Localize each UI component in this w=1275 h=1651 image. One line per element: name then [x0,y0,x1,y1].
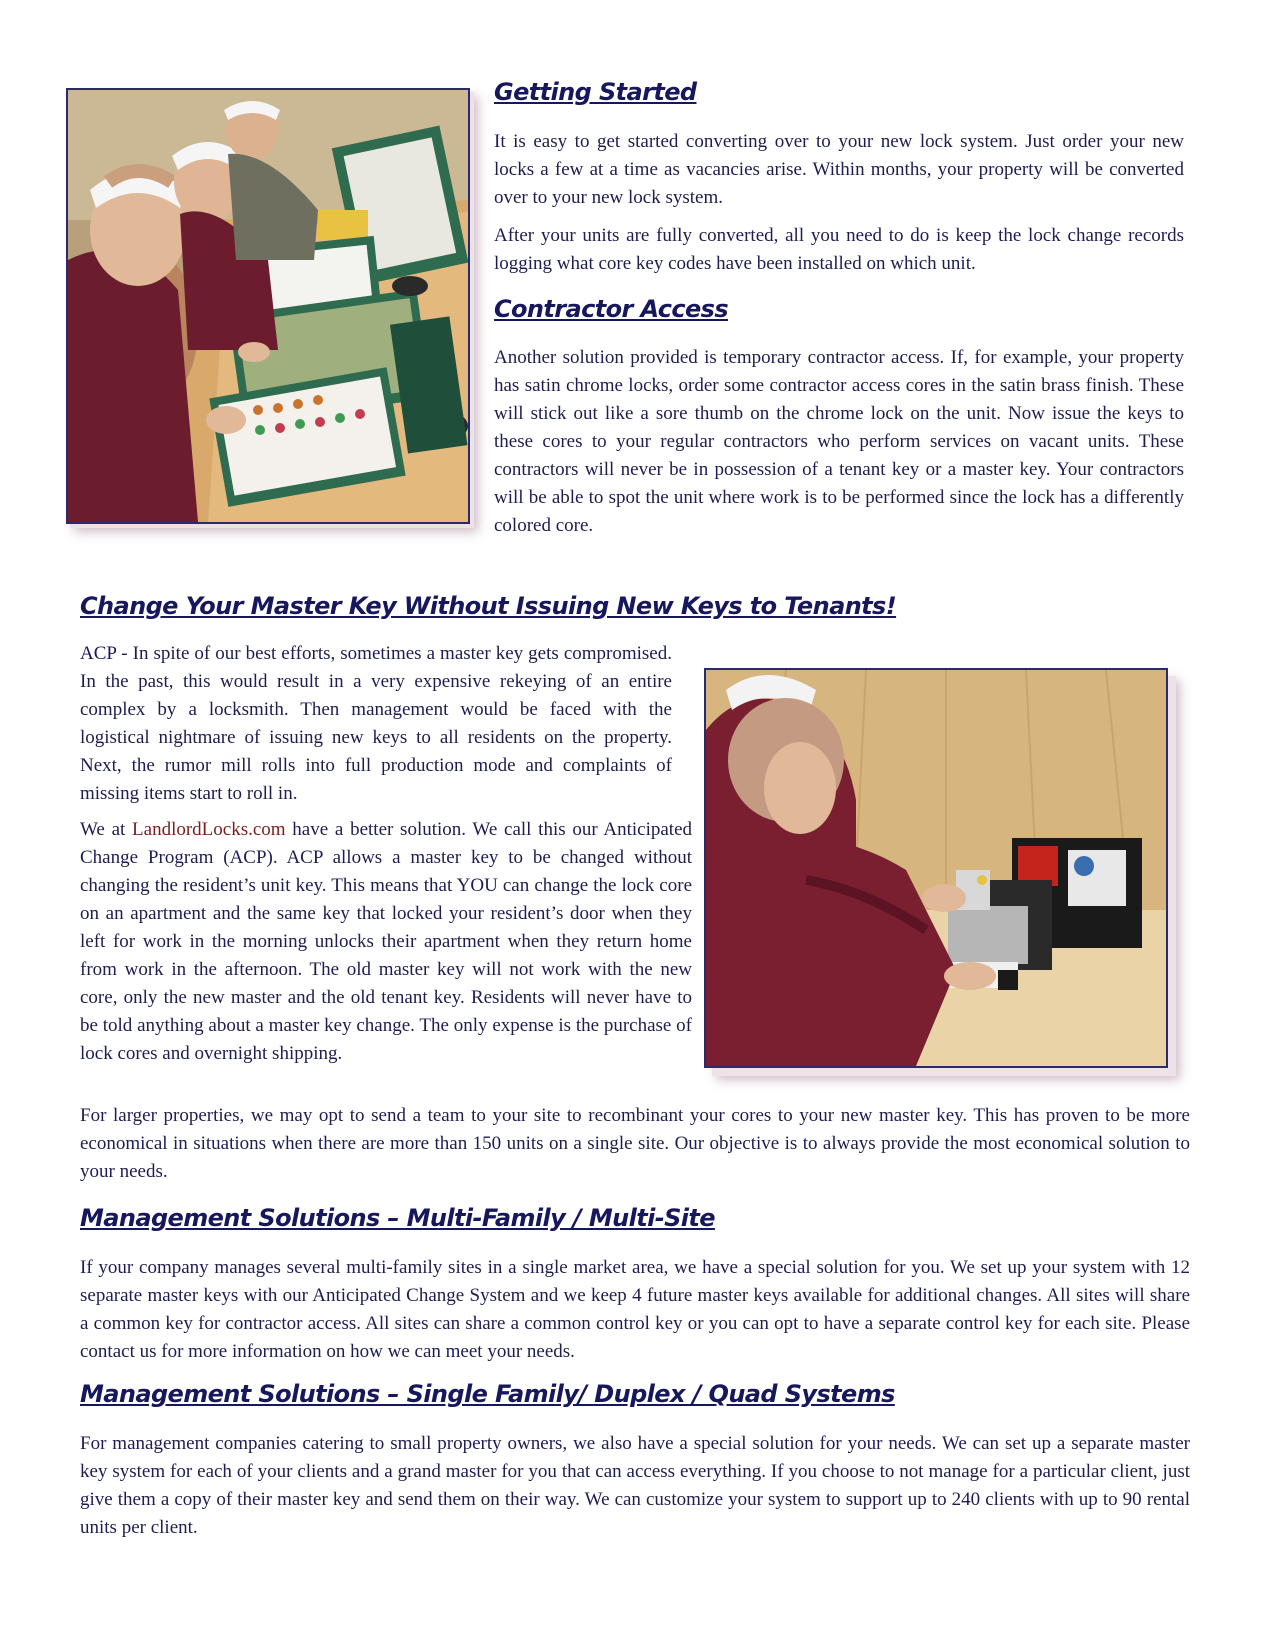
acp-intro-text: - In spite of our best efforts, sometimes a master key gets compromised. In the past, this would result in a very expensive rekeying of an entire complex by a locksmith. Then management would be faced with the logistical nightmare of issuing new keys to all residents on the property. Next, the rumor mill rolls into full production mode and complaints of missing items start to roll in. [80,643,672,804]
acp-lead: ACP [80,643,117,664]
heading-multi-family: Management Solutions – Multi-Family / Multi-Site [80,1204,715,1232]
paragraph-larger-properties: For larger properties, we may opt to send a team to your site to recombinant your cores to your new master key. This has proven to be more economical in situations when there are more than 150 units on a single site. Our objective is to always provide the most economical solution to your needs. [80,1105,1190,1182]
heading-getting-started: Getting Started [494,78,697,106]
heading-change-master-key: Change Your Master Key Without Issuing New Keys to Tenants! [80,592,897,620]
paragraph-multi-family: If your company manages several multi-family sites in a single market area, we have a special solution for you. We set up your system with 12 separate master keys with our Anticipated Change System and we keep 4 future master keys available for additional changes. All sites will share a common key for contractor access. All sites can share a common control key or you can opt to have a separate control key for each site. Please contact us for more information on how we can meet your needs. [80,1257,1190,1362]
heading-contractor-access: Contractor Access [494,295,729,323]
paragraph-getting-started-2: After your units are fully converted, all you need to do is keep the lock change records logging what core key codes have been installed on which unit. [494,225,1184,274]
paragraph-single-family: For management companies catering to small property owners, we also have a special solution for your needs. We can set up a separate master key system for each of your clients and a grand master for you that can access everything. If you choose to not manage for a particular client, just give them a copy of their master key and send them on their way. We can customize your system to support up to 240 clients with up to 90 rental units per client. [80,1433,1190,1538]
photo-key-cutting-machine [704,668,1168,1068]
paragraph-acp-solution [80,816,692,1068]
landlordlocks-link[interactable]: LandlordLocks.com [132,819,286,840]
photo-key-machine-illustration [706,670,1166,1066]
heading-single-family: Management Solutions – Single Family/ Duplex / Quad Systems [80,1380,895,1408]
paragraph-contractor-access: Another solution provided is temporary contractor access. If, for example, your property has satin chrome locks, order some contractor access cores in the satin brass finish. These will stick out like a sore thumb on the chrome lock on the unit. Now issue the keys to these cores to your regular contractors who perform services on vacant units. These contractors will never be in possession of a tenant key or a master key. Your contractors will be able to spot the unit where work is to be performed since the lock has a differently colored core. [494,347,1184,536]
photo-lock-pinning-station [66,88,470,524]
acp-solution-text: have a better solution. We call this our Anticipated Change Program (ACP). ACP allows a master key to be changed without changing the resident’s unit key. This means that YOU can change the lock core on an apartment and the same key that locked your resident’s door when they left for work in the morning unlocks their apartment when they return home from work in the afternoon. The old master key will not work with the new core, only the new master and the old tenant key. Residents will never have to be told anything about a master key change. The only expense is the purchase of lock cores and overnight shipping. [80,819,692,1064]
paragraph-acp-intro [80,640,672,808]
paragraph-getting-started-1: It is easy to get started converting over to your new lock system. Just order your new locks a few at a time as vacancies arise. Within months, your property will be converted over to your new lock system. [494,131,1184,208]
acp-solution-prefix: We at [80,819,133,840]
photo-lock-pinning-illustration [68,90,468,522]
